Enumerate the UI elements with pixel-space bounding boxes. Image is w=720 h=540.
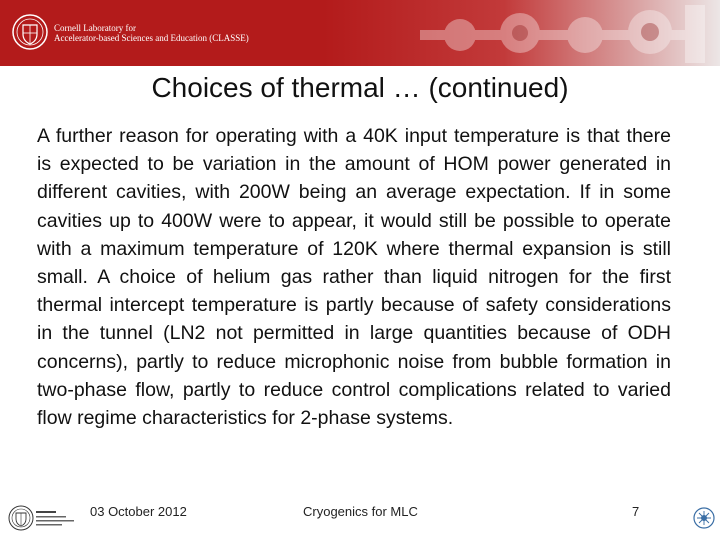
accelerator-machine-image	[400, 0, 720, 66]
lab-logo-icon	[36, 508, 80, 530]
lab-name	[54, 23, 249, 43]
cornell-seal-icon	[8, 505, 34, 531]
classe-mark-icon	[692, 506, 716, 530]
header-banner	[0, 0, 720, 66]
lab-name-line2: Accelerator-based Sciences and Education (CLASSE)	[54, 33, 249, 43]
slide-title: Choices of thermal … (continued)	[151, 72, 569, 103]
lab-name-line1: Cornell Laboratory for	[54, 23, 136, 33]
cornell-seal-icon	[12, 14, 48, 50]
footer-date: 03 October 2012	[90, 504, 187, 519]
body-text: A further reason for operating with a 40K input temperature is that there is expected to be variation in the amount of HOM power generated in different cavities, with 200W being an average expectation. If in some cavities up to 400W were to appear, it would still be possible to operate with a maximum temperature of 120K where thermal expansion is still small. A choice of helium gas rather than liquid nitrogen for the first thermal intercept temperature is partly because of safety considerations in the tunnel (LN2 not permitted in large quantities because of ODH concerns), partly to reduce microphonic noise from bubble formation in two-phase flow, partly to reduce control complications related to varied flow regime characteristics for 2-phase systems.	[37, 125, 671, 430]
footer-title: Cryogenics for MLC	[303, 504, 418, 519]
page-number: 7	[632, 504, 640, 519]
